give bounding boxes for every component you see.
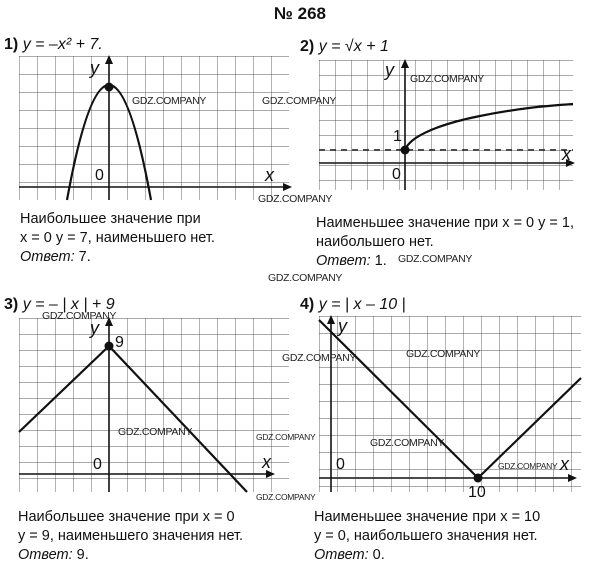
- graph-1-x-label: x: [265, 165, 274, 185]
- watermark: GDZ.COMPANY: [370, 437, 445, 449]
- solution-4: [314, 508, 540, 565]
- graph-2-tick-label: 1: [393, 128, 402, 145]
- watermark: GDZ.COMPANY: [398, 253, 473, 265]
- graph-1-vertex-point: [105, 83, 114, 92]
- problem-3-number: 3): [4, 296, 19, 313]
- problem-4-heading: [300, 296, 406, 314]
- answer-4-value: 0.: [372, 547, 385, 563]
- graph-3-x-label: x: [262, 452, 271, 472]
- solution-3-answer: [18, 546, 243, 565]
- graph-1-origin-label: 0: [95, 167, 104, 184]
- graph-4-y-label: y: [338, 316, 347, 336]
- answer-2-label: Ответ:: [316, 253, 371, 269]
- answer-2-value: 1.: [374, 253, 387, 269]
- graph-4-x-label: x: [560, 454, 569, 474]
- watermark: GDZ.COMPANY: [262, 95, 337, 107]
- graph-3-grid: [19, 318, 289, 492]
- watermark: GDZ.COMPANY: [282, 352, 357, 364]
- solution-2-line-1: Наименьшее значение при x = 0 y = 1,: [316, 215, 575, 231]
- answer-3-value: 9.: [76, 547, 89, 563]
- problem-2-heading: [300, 38, 389, 56]
- answer-1-value: 7.: [78, 249, 91, 265]
- graph-3-origin-label: 0: [93, 456, 102, 473]
- answer-3-label: Ответ:: [18, 547, 73, 563]
- graph-3: [19, 317, 289, 492]
- solution-3-line-1: Наибольшее значение при x = 0: [18, 509, 235, 525]
- graph-2-x-label: x: [562, 144, 571, 164]
- graph-1-y-label: y: [90, 58, 99, 78]
- graph-3-y-label: y: [90, 318, 99, 338]
- watermark: GDZ.COMPANY: [268, 272, 343, 284]
- problem-3-formula: y = – | x | + 9: [22, 296, 115, 313]
- graph-4-tick-label: 10: [468, 484, 486, 501]
- watermark: GDZ.COMPANY: [406, 348, 481, 360]
- graph-1-grid: [19, 56, 289, 200]
- solution-4-answer: [314, 546, 540, 565]
- watermark: GDZ.COMPANY: [498, 461, 558, 471]
- watermark: GDZ.COMPANY: [258, 193, 333, 205]
- watermark: GDZ.COMPANY: [256, 432, 316, 442]
- watermark: GDZ.COMPANY: [118, 426, 193, 438]
- graph-2-y-label: y: [385, 60, 394, 80]
- problem-2-number: 2): [300, 38, 315, 55]
- solution-1-line-2: x = 0 y = 7, наименьшего нет.: [20, 230, 215, 246]
- watermark: GDZ.COMPANY: [256, 492, 316, 502]
- problem-2-formula: y = √x + 1: [318, 38, 389, 55]
- graph-4-origin-label: 0: [336, 456, 345, 473]
- answer-1-label: Ответ:: [20, 249, 75, 265]
- problem-4-number: 4): [300, 296, 315, 313]
- graph-4-vertex-point: [474, 474, 483, 483]
- solution-1-line-1: Наибольшее значение при: [20, 211, 201, 227]
- watermark: GDZ.COMPANY: [410, 73, 485, 85]
- solution-2-line-2: наибольшего нет.: [316, 234, 434, 250]
- watermark: GDZ.COMPANY: [42, 310, 117, 322]
- solution-4-line-2: y = 0, наибольшего значения нет.: [314, 528, 538, 544]
- solution-3-line-2: y = 9, наименьшего значения нет.: [18, 528, 244, 544]
- page-title: № 268: [273, 4, 327, 23]
- solution-3: [18, 508, 243, 565]
- solution-1: [20, 210, 215, 267]
- answer-4-label: Ответ:: [314, 547, 369, 563]
- graph-3-vertex-point: [105, 342, 114, 351]
- solution-1-answer: [20, 248, 215, 267]
- graph-3-tick-label: 9: [115, 334, 124, 351]
- graph-2-start-point: [401, 146, 410, 155]
- solution-4-line-1: Наименьшее значение при x = 10: [314, 509, 541, 525]
- problem-4-formula: y = | x – 10 |: [318, 296, 406, 313]
- graph-2-origin-label: 0: [392, 166, 401, 183]
- graph-1: [19, 55, 292, 200]
- watermark: GDZ.COMPANY: [132, 95, 207, 107]
- problem-1-formula: y = –x² + 7.: [22, 36, 103, 53]
- problem-1-number: 1): [4, 36, 19, 53]
